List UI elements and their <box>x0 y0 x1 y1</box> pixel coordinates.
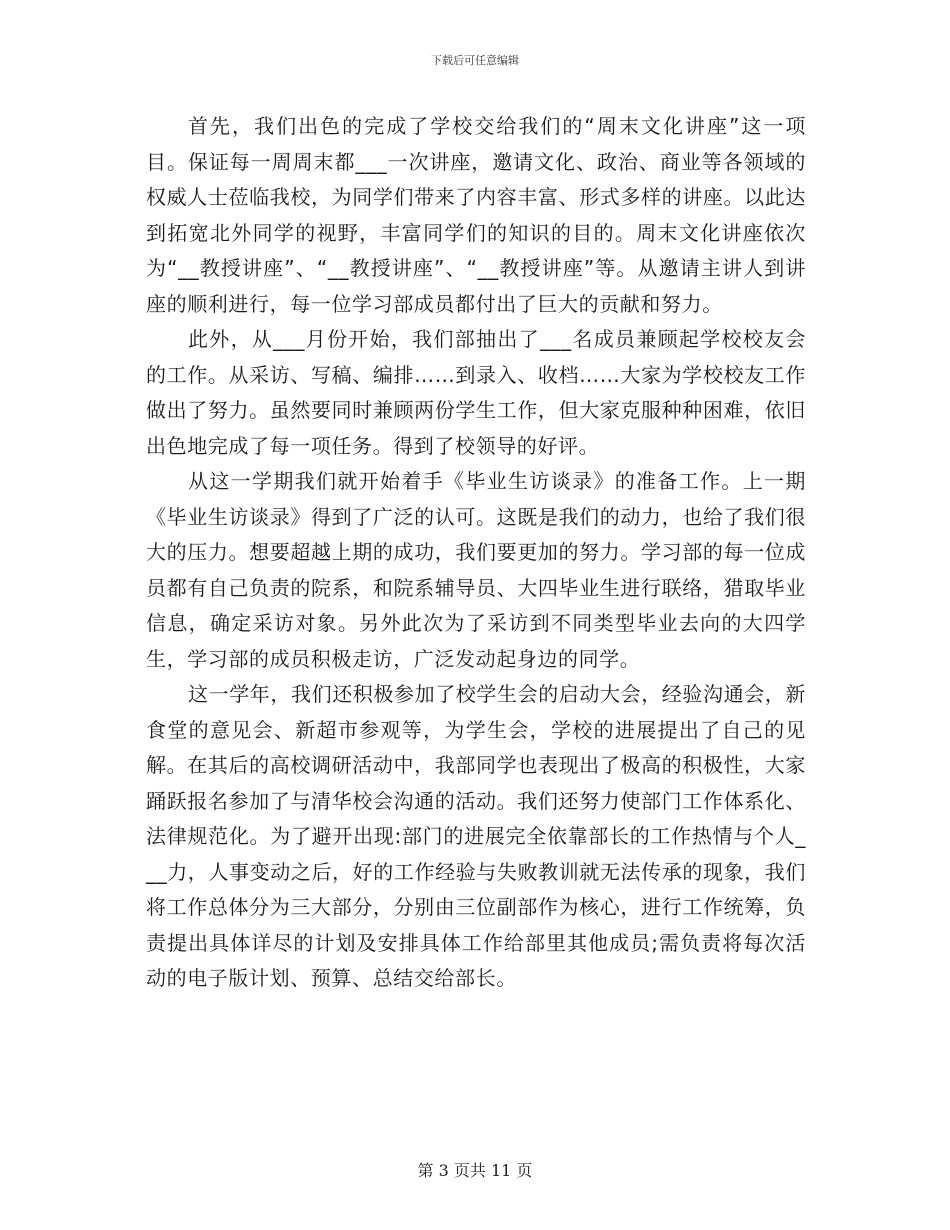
paragraph-3: 从这一学期我们就开始着手《毕业生访谈录》的准备工作。上一期《毕业生访谈录》得到了广泛的认可。这既是我们的动力，也给了我们很大的压力。想要超越上期的成功，我们要更加的努力。学习部的每一位成员都有自己负责的院系，和院系辅导员、大四毕业生进行联络，猎取毕业信息，确定采访对象。另外此次为了采访到不同类型毕业去向的大四学生，学习部的成员积极走访，广泛发动起身边的同学。 <box>146 469 806 671</box>
paragraph-1: 首先，我们出色的完成了学校交给我们的“周末文化讲座”这一项目。保证每一周周末都___一次讲座，邀请文化、政治、商业等各领域的权威人士莅临我校，为同学们带来了内容丰富、形式多样的讲座。以此达到拓宽北外同学的视野，丰富同学们的知识的目的。周末文化讲座依次为“__教授讲座”、“__教授讲座”、“__教授讲座”等。从邀请主讲人到讲座的顺利进行，每一位学习部成员都付出了巨大的贡献和努力。 <box>146 114 806 316</box>
paragraph-4: 这一学年，我们还积极参加了校学生会的启动大会，经验沟通会，新食堂的意见会、新超市参观等，为学生会，学校的进展提出了自己的见解。在其后的高校调研活动中，我部同学也表现出了极高的积极性，大家踊跃报名参加了与清华校会沟通的活动。我们还努力使部门工作体系化、法律规范化。为了避开出现:部门的进展完全依靠部长的工作热情与个人___力，人事变动之后，好的工作经验与失败教训就无法传承的现象，我们将工作总体分为三大部分，分别由三位副部作为核心，进行工作统筹，负责提出具体详尽的计划及安排具体工作给部里其他成员;需负责将每次活动的电子版计划、预算、总结交给部长。 <box>146 682 806 990</box>
page-header: 下载后可任意编辑 <box>431 54 519 67</box>
paragraph-2: 此外，从___月份开始，我们部抽出了___名成员兼顾起学校校友会的工作。从采访、写稿、编排……到录入、收档……大家为学校校友工作做出了努力。虽然要同时兼顾两份学生工作，但大家克服种种困难，依旧出色地完成了每一项任务。得到了校领导的好评。 <box>146 327 806 458</box>
document-body <box>146 109 806 997</box>
page-number: 第 3 页共 11 页 <box>417 1161 533 1180</box>
